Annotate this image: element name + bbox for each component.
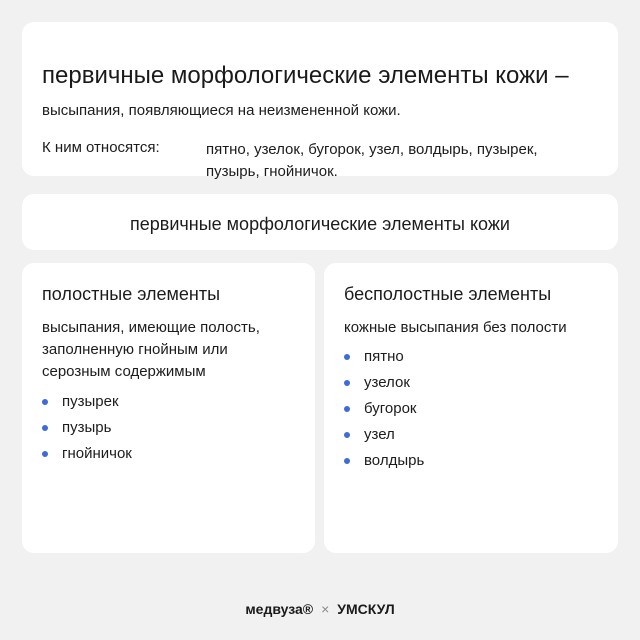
list-item-label: узел (364, 426, 395, 443)
noncavity-title: бесполостные элементы (344, 284, 552, 304)
list-item (344, 400, 424, 418)
cavity-list (42, 393, 132, 471)
bullet-dot-icon (344, 354, 350, 360)
bullet-dot-icon (344, 406, 350, 412)
related-label: К ним относятся: (42, 139, 160, 156)
list-item (42, 445, 132, 463)
cavity-elements-card (22, 263, 315, 553)
list-item (344, 426, 424, 444)
noncavity-list (344, 348, 424, 478)
noncavity-description: кожные высыпания без полости (344, 319, 567, 336)
section-header-card (22, 194, 618, 250)
list-item-label: волдырь (364, 452, 425, 469)
list-item-label: пятно (364, 348, 404, 365)
bullet-dot-icon (344, 458, 350, 464)
cavity-title: полостные элементы (42, 284, 221, 304)
bullet-dot-icon (42, 451, 48, 457)
list-item-label: пузырек (62, 393, 119, 410)
medvuza-logo: медвуза® (245, 601, 314, 617)
section-header-title: первичные морфологические элементы кожи (130, 214, 510, 234)
umskul-logo: УМСКУЛ (337, 601, 395, 617)
bullet-dot-icon (42, 399, 48, 405)
definition-title: первичные морфологические элементы кожи – (42, 62, 569, 89)
list-item (344, 374, 424, 392)
list-item-label: узелок (364, 374, 410, 391)
cavity-description: высыпания, имеющие полость, заполненную гнойным или серозным содержимым (42, 319, 260, 380)
list-item (42, 419, 132, 437)
cross-icon: × (321, 601, 330, 617)
bullet-dot-icon (344, 432, 350, 438)
bullet-dot-icon (344, 380, 350, 386)
list-item (42, 393, 132, 411)
noncavity-elements-card (324, 263, 618, 553)
list-item-label: пузырь (62, 419, 112, 436)
list-item-label: бугорок (364, 400, 417, 417)
footer-logos (0, 600, 640, 618)
list-item (344, 348, 424, 366)
list-item (344, 452, 424, 470)
definition-description: высыпания, появляющиеся на неизмененной кожи. (42, 102, 401, 119)
list-item-label: гнойничок (62, 445, 132, 462)
related-items: пятно, узелок, бугорок, узел, волдырь, пузырек, пузырь, гнойничок. (206, 141, 538, 180)
definition-card (22, 22, 618, 180)
bullet-dot-icon (42, 425, 48, 431)
